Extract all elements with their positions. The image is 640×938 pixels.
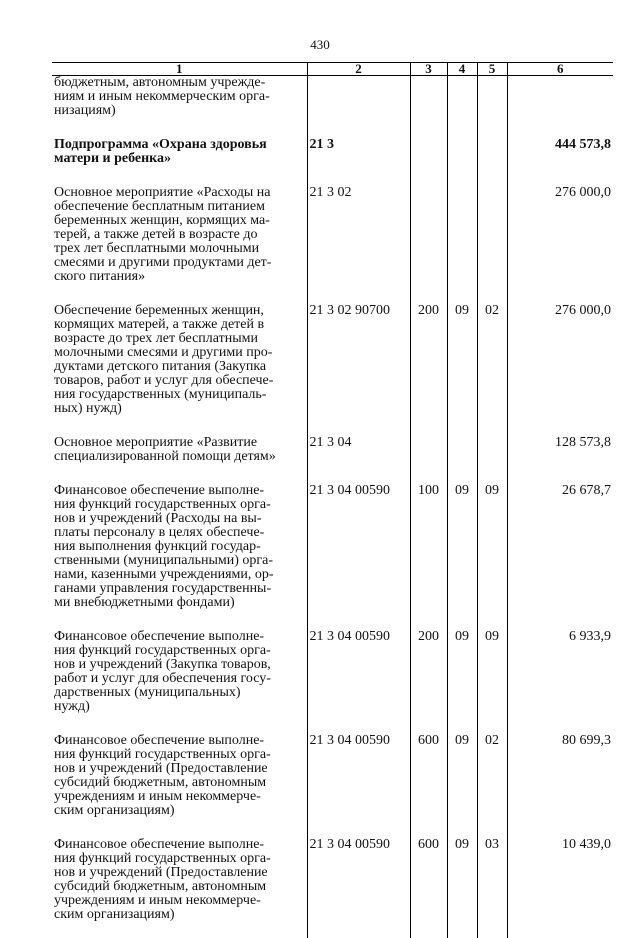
row-amount: 276 000,0 (507, 304, 613, 436)
row-subsection: 02 (477, 304, 507, 436)
row-description-text: Подпрограмма «Охрана здоровья матери и ребенка» (54, 137, 267, 166)
row-subsection (477, 76, 507, 139)
table-body (52, 76, 613, 938)
row-subsection (477, 138, 507, 186)
row-description (52, 436, 307, 484)
row-code: 21 3 04 00590 (307, 734, 410, 838)
row-amount: 444 573,8 (507, 138, 613, 186)
row-description-text: Финансовое обеспечение выполне- ния функций государственных орга- нов и учреждений (Закупка товаров, работ и услуг для обеспечения госу- дарственных (муниципальных) нужд) (54, 629, 271, 714)
row-description-text: Основное мероприятие «Развитие специализированной помощи детям» (54, 435, 276, 464)
row-description-text: Финансовое обеспечение выполне- ния функций государственных орга- нов и учреждений (Предоставление субсидий бюджетным, автономным учреждениям и иным некоммерче- ским организациям) (54, 733, 271, 818)
row-code: 21 3 04 00590 (307, 838, 410, 922)
table-row (52, 484, 613, 630)
row-description (52, 630, 307, 734)
row-code: 21 3 (307, 138, 410, 186)
row-expense-type: 200 (410, 630, 447, 734)
table-row (52, 436, 613, 484)
row-amount: 6 933,9 (507, 630, 613, 734)
row-description (52, 76, 307, 139)
row-code: 21 3 02 90700 (307, 304, 410, 436)
row-section (447, 186, 477, 304)
filler-cell (410, 922, 447, 938)
column-header: 6 (507, 63, 613, 76)
row-section: 09 (447, 630, 477, 734)
row-subsection: 09 (477, 484, 507, 630)
row-section (447, 138, 477, 186)
filler-cell (52, 922, 307, 938)
row-expense-type: 100 (410, 484, 447, 630)
table-row (52, 304, 613, 436)
row-expense-type (410, 76, 447, 139)
row-description-text: Основное мероприятие «Расходы на обеспечение бесплатным питанием беременных женщин, кормящих ма- терей, а также детей в возрасте до трех лет бесплатными молочными смесями и другими продуктами дет- ского питания» (54, 185, 271, 284)
row-description (52, 304, 307, 436)
row-section: 09 (447, 304, 477, 436)
page-number: 430 (0, 37, 640, 53)
row-description (52, 186, 307, 304)
row-description (52, 734, 307, 838)
filler-cell (507, 922, 613, 938)
table-row (52, 186, 613, 304)
table-row (52, 138, 613, 186)
row-code: 21 3 02 (307, 186, 410, 304)
column-header: 5 (477, 63, 507, 76)
row-description-text: бюджетным, автономным учрежде- ниям и иным некоммерческим орга- низациям) (54, 75, 270, 118)
filler-cell (477, 922, 507, 938)
column-header: 4 (447, 63, 477, 76)
row-description (52, 138, 307, 186)
row-subsection (477, 436, 507, 484)
row-code: 21 3 04 00590 (307, 484, 410, 630)
table-header (52, 63, 613, 76)
row-expense-type (410, 186, 447, 304)
row-code: 21 3 04 (307, 436, 410, 484)
row-section (447, 436, 477, 484)
row-amount: 26 678,7 (507, 484, 613, 630)
row-section: 09 (447, 838, 477, 922)
column-header: 3 (410, 63, 447, 76)
row-expense-type: 600 (410, 734, 447, 838)
column-header: 1 (52, 63, 307, 76)
row-amount: 10 439,0 (507, 838, 613, 922)
row-amount: 80 699,3 (507, 734, 613, 838)
row-section: 09 (447, 734, 477, 838)
table-row (52, 630, 613, 734)
filler-cell (307, 922, 410, 938)
row-amount (507, 76, 613, 139)
row-description-text: Финансовое обеспечение выполне- ния функций государственных орга- нов и учреждений (Расходы на вы- платы персоналу в целях обеспече- ния выполнения функций государ- ственными (муниципальными) орга- нами, казенными учреждениями, ор- ганами управления государственны- ми внебюджетными фондами) (54, 483, 274, 610)
row-expense-type (410, 436, 447, 484)
row-amount: 276 000,0 (507, 186, 613, 304)
table-row (52, 76, 613, 139)
row-section (447, 76, 477, 139)
row-subsection (477, 186, 507, 304)
table-row (52, 734, 613, 838)
row-description (52, 484, 307, 630)
row-amount: 128 573,8 (507, 436, 613, 484)
column-header: 2 (307, 63, 410, 76)
budget-table (52, 62, 613, 938)
row-description (52, 838, 307, 922)
row-expense-type: 200 (410, 304, 447, 436)
row-description-text: Финансовое обеспечение выполне- ния функций государственных орга- нов и учреждений (Предоставление субсидий бюджетным, автономным учреждениям и иным некоммерче- ским организациям) (54, 837, 271, 922)
row-subsection: 03 (477, 838, 507, 922)
row-code: 21 3 04 00590 (307, 630, 410, 734)
row-section: 09 (447, 484, 477, 630)
row-expense-type: 600 (410, 838, 447, 922)
row-code (307, 76, 410, 139)
row-description-text: Обеспечение беременных женщин, кормящих матерей, а также детей в возрасте до трех лет бесплатными молочными смесями и другими про- дуктами детского питания (Закупка товаров, работ и услуг для обеспече- ния государственных (муниципаль- ных) нужд) (54, 303, 273, 416)
row-expense-type (410, 138, 447, 186)
row-subsection: 02 (477, 734, 507, 838)
filler-cell (447, 922, 477, 938)
table-filler-row (52, 922, 613, 938)
row-subsection: 09 (477, 630, 507, 734)
table-row (52, 838, 613, 922)
